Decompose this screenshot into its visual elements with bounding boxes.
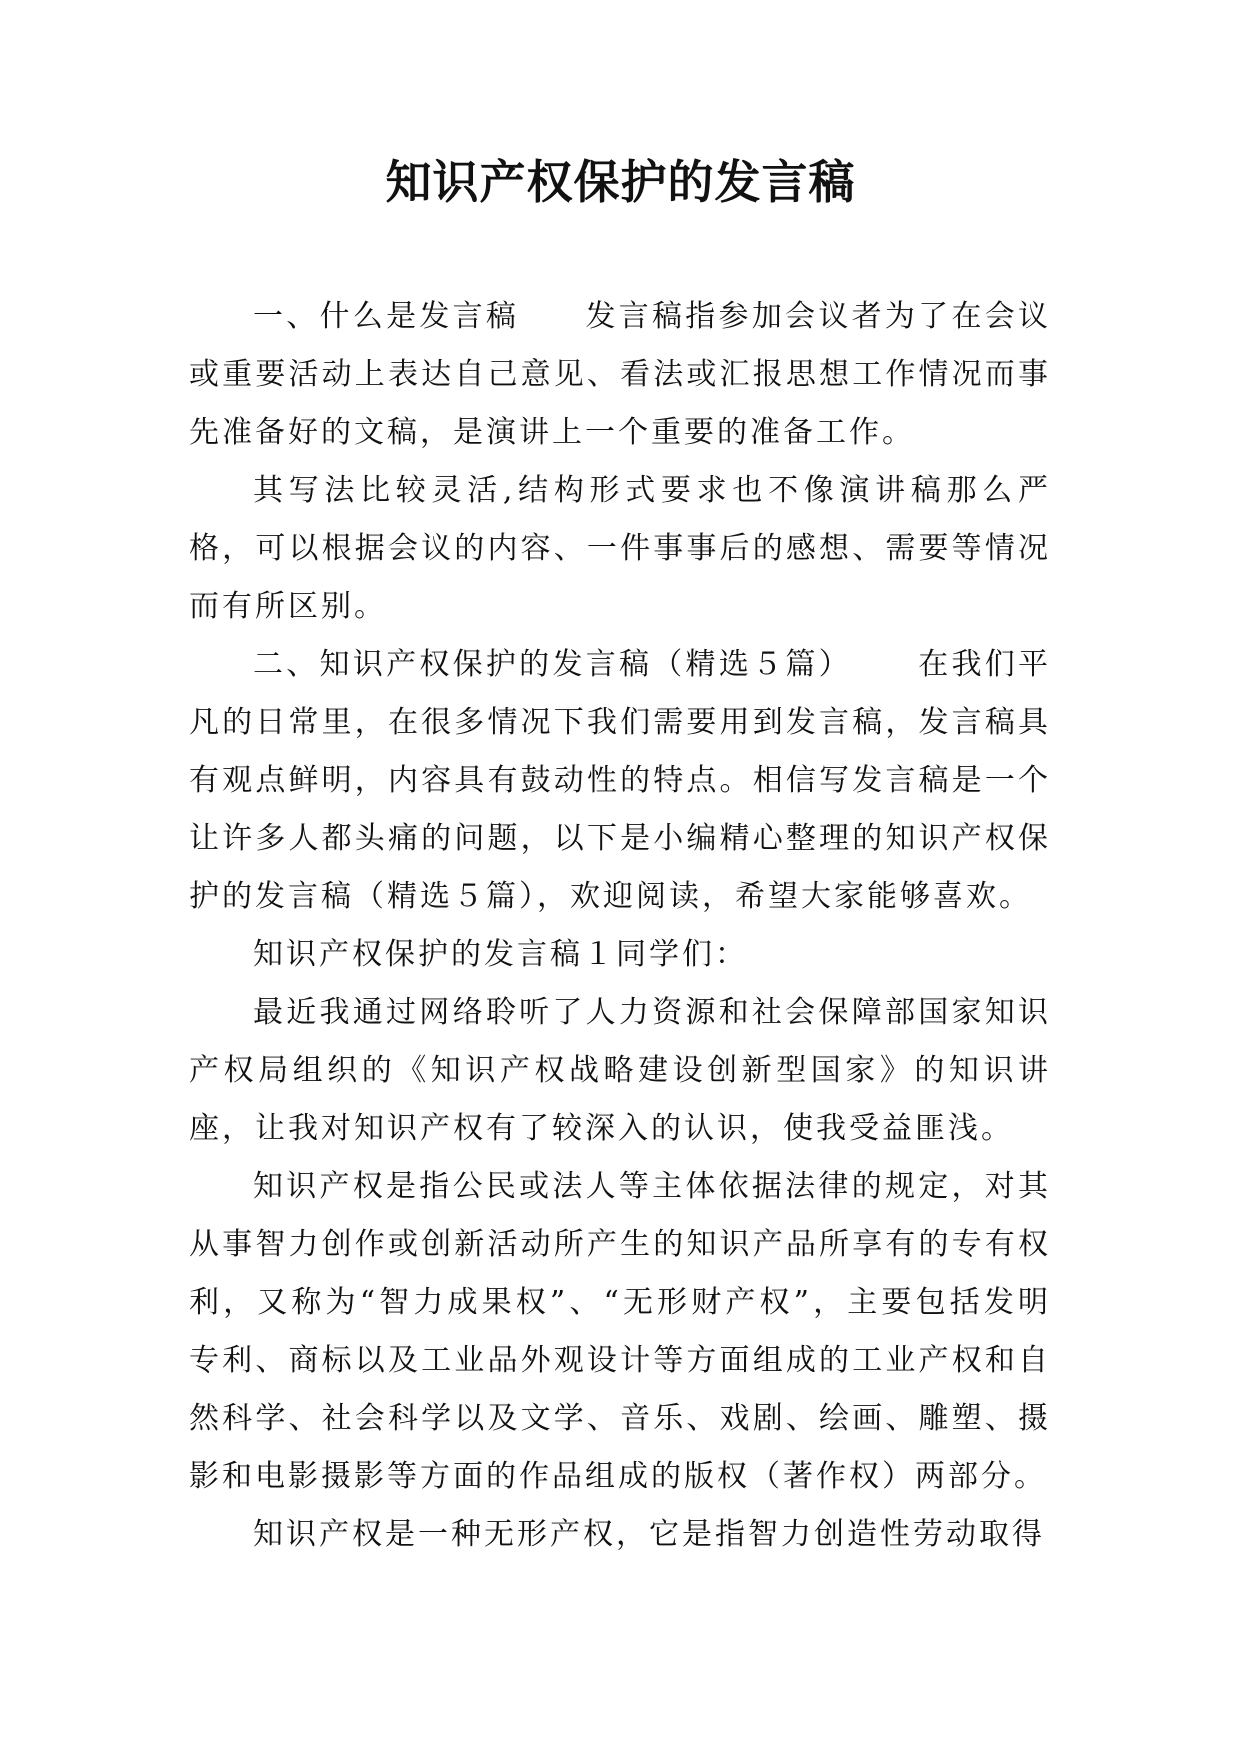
paragraph-text: 最近我通过网络聆听了人力资源和社会保障部国家知识产权局组织的《知识产权战略建设创新型国家》的知识讲座，让我对知识产权有了较深入的认识，使我受益匪浅。 [189, 995, 1051, 1146]
section-heading-definition: 一、什么是发言稿 [253, 299, 520, 334]
paragraph-text: 知识产权保护的发言稿１同学们： [253, 937, 748, 972]
document-title: 知识产权保护的发言稿 [385, 155, 856, 209]
paragraph-text: 知识产权是指公民或法人等主体依据法律的规定，对其从事智力创作或创新活动所产生的知识产品所享有的专有权利，又称为“智力成果权”、“无形财产权”，主要包括发明专利、商标以及工业品外观设计等方面组成的工业产权和自然科学、社会科学以及文学、音乐、戏剧、绘画、雕塑、摄影和电影摄影等方面的作品组成的版权（著作权）两部分。 [189, 1169, 1051, 1494]
document-body [189, 288, 1051, 1564]
paragraph-text: 发言稿指参加会议者为了在会议或重要活动上表达自己意见、看法或汇报思想工作情况而事先准备好的文稿，是演讲上一个重要的准备工作。 [189, 299, 1052, 450]
paragraph-definition [189, 288, 1051, 462]
paragraph-intangible-property [189, 1506, 1051, 1564]
paragraph-selected-speeches [189, 636, 1051, 926]
paragraph-ip-definition [189, 1158, 1051, 1506]
paragraph-lecture [189, 984, 1051, 1158]
paragraph-writing-style [189, 462, 1051, 636]
paragraph-text: 在我们平凡的日常里，在很多情况下我们需要用到发言稿，发言稿具有观点鲜明，内容具有鼓动性的特点。相信写发言稿是一个让许多人都头痛的问题，以下是小编精心整理的知识产权保护的发言稿（精选５篇），欢迎阅读，希望大家能够喜欢。 [189, 647, 1052, 914]
paragraph-text: 知识产权是一种无形产权，它是指智力创造性劳动取得 [253, 1517, 1045, 1552]
paragraph-text: 其写法比较灵活,结构形式要求也不像演讲稿那么严格，可以根据会议的内容、一件事事后的感想、需要等情况而有所区别。 [189, 473, 1051, 624]
paragraph-speech-1-heading [189, 926, 1051, 984]
section-heading-selected: 二、知识产权保护的发言稿（精选５篇） [253, 647, 852, 682]
